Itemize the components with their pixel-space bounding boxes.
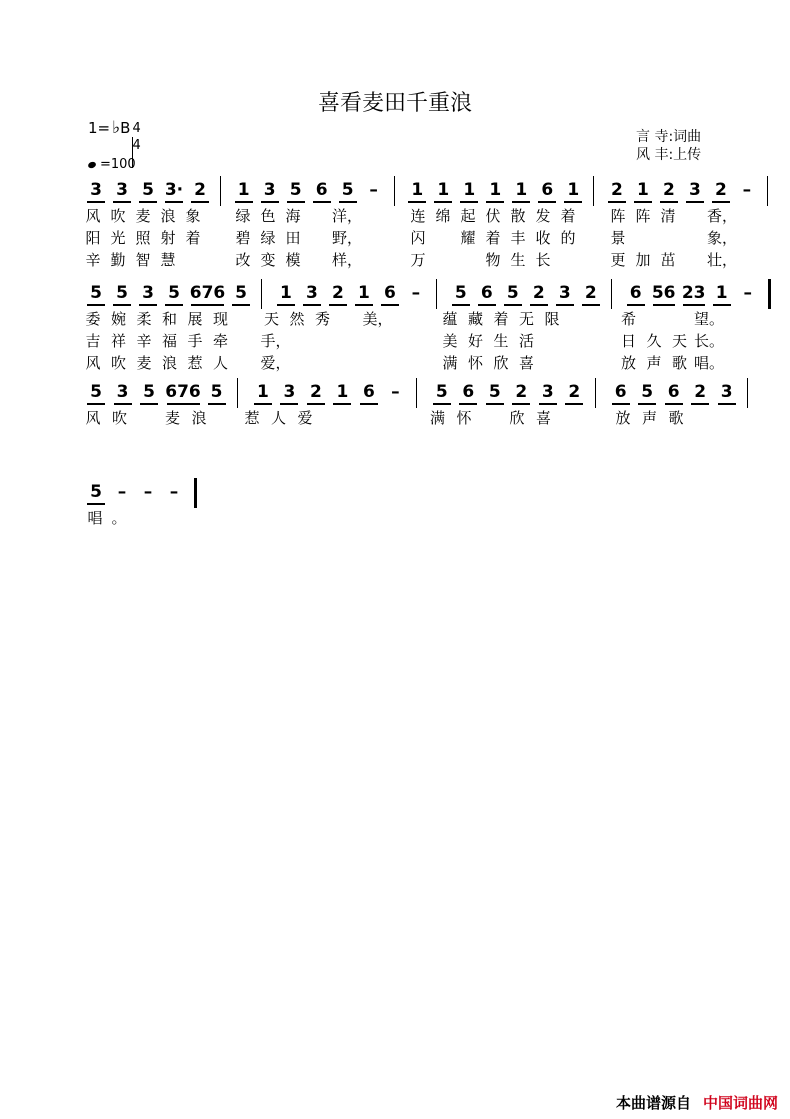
note-0-21: 2	[610, 180, 623, 200]
lyric-1-1-14: 美	[442, 332, 458, 350]
note-2-22: 6	[667, 382, 680, 402]
lyric-1-2-5: 人	[212, 354, 228, 372]
note-2-2: 5	[143, 382, 155, 402]
duration-underline	[140, 403, 158, 405]
tempo-marking	[88, 157, 136, 172]
note-2-14: 6	[462, 382, 475, 402]
lyric-0-1-16: 着	[485, 229, 501, 247]
lyric-1-1-21: 日	[620, 332, 636, 350]
lyric-1-0-24: 望。	[694, 310, 725, 328]
note-3-0: 5	[90, 482, 102, 502]
lyric-0-0-16: 伏	[485, 207, 501, 225]
note-0-23: 2	[662, 180, 675, 200]
note-0-4: 2	[194, 180, 206, 200]
footer	[616, 1092, 778, 1113]
note-1-25: –	[743, 283, 752, 303]
duration-underline	[653, 304, 675, 306]
lyric-1-2-22: 声	[646, 354, 662, 372]
note-0-7: 3	[263, 180, 276, 200]
duration-underline	[87, 503, 105, 505]
note-2-10: 6	[362, 382, 375, 402]
duration-underline	[87, 403, 105, 405]
lyric-1-2-15: 怀	[467, 354, 483, 372]
key-signature	[88, 118, 141, 153]
tempo-value: =100	[100, 157, 136, 172]
lyric-1-0-8: 然	[289, 310, 305, 328]
barline	[611, 279, 612, 309]
note-0-14: 1	[437, 180, 450, 200]
duration-underline	[167, 403, 200, 405]
duration-underline	[254, 403, 272, 405]
note-2-23: 2	[694, 382, 707, 402]
lyric-1-2-16: 欣	[493, 354, 509, 372]
lyric-1-0-9: 秀	[314, 310, 330, 328]
lyric-1-0-2: 柔	[136, 310, 152, 328]
duration-underline	[564, 201, 582, 203]
duration-underline	[87, 201, 105, 203]
lyric-1-0-7: 天	[263, 310, 279, 328]
duration-underline	[307, 403, 325, 405]
duration-underline	[87, 304, 105, 306]
lyric-0-0-14: 绵	[435, 207, 451, 225]
duration-underline	[478, 304, 496, 306]
duration-underline	[408, 201, 426, 203]
lyric-0-0-4: 象	[185, 207, 201, 225]
lyric-1-0-16: 着	[493, 310, 509, 328]
lyric-1-0-17: 无	[518, 310, 534, 328]
lyric-2-0-22: 歌	[668, 409, 684, 427]
lyric-2-0-16: 欣	[509, 409, 525, 427]
lyric-1-2-3: 浪	[161, 354, 177, 372]
lyric-0-2-21: 更	[610, 251, 626, 269]
lyric-0-2-7: 变	[260, 251, 276, 269]
lyric-0-0-3: 浪	[160, 207, 176, 225]
lyric-0-2-0: 辛	[85, 251, 101, 269]
lyric-1-1-1: 祥	[110, 332, 126, 350]
duration-underline	[313, 201, 331, 203]
lyric-2-0-3: 麦	[164, 409, 180, 427]
lyric-3-0-0: 唱	[87, 509, 103, 527]
note-1-17: 2	[532, 283, 545, 303]
note-2-8: 2	[309, 382, 322, 402]
note-0-9: 6	[315, 180, 328, 200]
lyric-1-1-2: 辛	[136, 332, 152, 350]
duration-underline	[582, 304, 600, 306]
lyric-2-0-7: 人	[270, 409, 286, 427]
lyric-0-1-13: 闪	[410, 229, 426, 247]
time-signature	[132, 120, 141, 153]
duration-underline	[627, 304, 645, 306]
flat-sign: ♭	[112, 118, 121, 138]
lyric-0-1-18: 收	[535, 229, 551, 247]
duration-underline	[638, 403, 656, 405]
note-3-2: –	[143, 482, 153, 502]
duration-underline	[434, 201, 452, 203]
song-title: 喜看麦田千重浪	[317, 91, 472, 116]
note-1-22: 56	[651, 283, 676, 303]
note-2-16: 2	[515, 382, 528, 402]
lyric-2-0-8: 爱	[297, 409, 313, 427]
note-0-25: 2	[714, 180, 727, 200]
duration-underline	[512, 403, 530, 405]
lyric-1-0-4: 展	[187, 310, 203, 328]
credit-author: 言 寺:词曲	[636, 129, 702, 145]
note-1-2: 3	[142, 283, 154, 303]
lyric-0-1-4: 着	[185, 229, 201, 247]
lyric-2-0-20: 放	[615, 409, 631, 427]
duration-underline	[303, 304, 321, 306]
lyric-0-1-3: 射	[160, 229, 176, 247]
note-0-17: 1	[515, 180, 528, 200]
note-1-11: 6	[383, 283, 396, 303]
note-0-26: –	[742, 180, 752, 200]
note-2-24: 3	[720, 382, 733, 402]
lyric-0-0-25: 香，	[707, 207, 738, 225]
barline	[436, 279, 437, 309]
lyric-1-2-0: 风	[85, 354, 101, 372]
lyric-2-0-13: 满	[429, 409, 445, 427]
duration-underline	[113, 201, 131, 203]
duration-underline	[329, 304, 347, 306]
note-2-3: 676	[165, 382, 201, 402]
note-1-18: 3	[558, 283, 571, 303]
lyric-0-2-13: 万	[410, 251, 426, 269]
note-1-24: 1	[715, 283, 728, 303]
note-0-24: 3	[688, 180, 701, 200]
lyric-1-0-0: 委	[85, 310, 101, 328]
note-0-15: 1	[463, 180, 476, 200]
lyric-2-0-4: 浪	[191, 409, 207, 427]
lyric-0-0-21: 阵	[610, 207, 626, 225]
final-barline	[768, 279, 771, 309]
duration-underline	[539, 403, 557, 405]
lyric-0-2-3: 慧	[160, 251, 176, 269]
duration-underline	[486, 403, 504, 405]
duration-underline	[686, 201, 704, 203]
lyric-0-0-10: 洋，	[332, 207, 363, 225]
lyric-1-2-14: 满	[442, 354, 458, 372]
note-1-4: 676	[189, 283, 226, 303]
duration-underline	[355, 304, 373, 306]
lyric-0-2-2: 智	[135, 251, 151, 269]
lyric-1-1-7: 手，	[260, 332, 291, 350]
barline	[416, 378, 417, 408]
lyric-1-2-17: 喜	[518, 354, 534, 372]
note-1-16: 5	[506, 283, 519, 303]
duration-underline	[691, 403, 709, 405]
lyric-0-0-0: 风	[85, 207, 101, 225]
lyric-0-2-10: 样，	[332, 251, 363, 269]
lyric-0-2-6: 改	[235, 251, 251, 269]
duration-underline	[139, 201, 157, 203]
note-1-1: 5	[116, 283, 128, 303]
lyric-1-2-2: 麦	[136, 354, 152, 372]
duration-underline	[381, 304, 399, 306]
lyric-0-1-8: 田	[285, 229, 301, 247]
note-1-12: –	[411, 283, 421, 303]
note-0-1: 3	[116, 180, 128, 200]
duration-underline	[191, 304, 224, 306]
barline	[261, 279, 262, 309]
lyric-0-2-25: 壮，	[707, 251, 738, 269]
note-1-21: 6	[629, 283, 642, 303]
note-2-9: 1	[336, 382, 349, 402]
barline	[767, 176, 768, 206]
duration-underline	[235, 201, 253, 203]
duration-underline	[486, 201, 504, 203]
lyric-0-1-25: 象，	[707, 229, 738, 247]
duration-underline	[333, 403, 351, 405]
barline	[593, 176, 594, 206]
duration-underline	[718, 403, 736, 405]
lyric-1-0-1: 婉	[110, 310, 126, 328]
note-3-3: –	[169, 482, 179, 502]
lyric-1-1-5: 牵	[212, 332, 228, 350]
barline	[747, 378, 748, 408]
note-1-10: 1	[357, 283, 370, 303]
note-0-22: 1	[636, 180, 649, 200]
lyric-1-2-1: 吹	[110, 354, 126, 372]
lyric-0-0-8: 海	[285, 207, 301, 225]
duration-underline	[512, 201, 530, 203]
note-0-19: 1	[567, 180, 580, 200]
lyric-2-0-21: 声	[641, 409, 657, 427]
lyric-1-1-3: 福	[161, 332, 177, 350]
lyric-0-1-0: 阳	[85, 229, 101, 247]
note-0-11: –	[369, 180, 378, 200]
lyric-0-2-18: 长	[535, 251, 551, 269]
lyric-0-1-21: 景	[610, 229, 626, 247]
lyric-0-1-7: 绿	[260, 229, 276, 247]
lyric-0-0-13: 连	[410, 207, 426, 225]
duration-underline	[360, 403, 378, 405]
note-2-11: –	[391, 382, 400, 402]
duration-underline	[460, 201, 478, 203]
time-bottom: 4	[132, 137, 133, 168]
duration-underline	[608, 201, 626, 203]
note-2-20: 6	[614, 382, 627, 402]
lyric-0-0-15: 起	[460, 207, 476, 225]
duration-underline	[634, 201, 652, 203]
lyric-0-1-19: 的	[560, 229, 576, 247]
barline	[595, 378, 596, 408]
lyric-2-0-17: 喜	[535, 409, 551, 427]
duration-underline	[530, 304, 548, 306]
lyric-0-0-22: 阵	[635, 207, 651, 225]
note-0-16: 1	[489, 180, 502, 200]
key-prefix: 1=	[88, 119, 111, 137]
duration-underline	[232, 304, 250, 306]
lyric-0-2-23: 茁	[660, 251, 676, 269]
note-2-0: 5	[90, 382, 102, 402]
lyric-1-2-4: 惹	[187, 354, 203, 372]
duration-underline	[433, 403, 451, 405]
duration-underline	[339, 201, 357, 203]
credits	[636, 128, 701, 164]
lyric-0-1-1: 光	[110, 229, 126, 247]
lyric-1-0-21: 希	[620, 310, 636, 328]
note-0-10: 5	[341, 180, 354, 200]
lyric-1-0-14: 蕴	[442, 310, 458, 328]
footer-source: 本曲谱源自	[615, 1094, 691, 1112]
lyric-0-1-6: 碧	[235, 229, 251, 247]
duration-underline	[712, 201, 730, 203]
duration-underline	[280, 403, 298, 405]
note-1-9: 2	[331, 283, 344, 303]
lyric-0-0-7: 色	[260, 207, 276, 225]
lyric-1-0-3: 和	[161, 310, 177, 328]
note-0-13: 1	[411, 180, 424, 200]
note-2-6: 1	[256, 382, 269, 402]
time-top: 4	[132, 120, 141, 136]
note-0-18: 6	[541, 180, 554, 200]
lyric-1-1-4: 手	[187, 332, 203, 350]
key-letter: B	[120, 119, 131, 137]
duration-underline	[261, 201, 279, 203]
lyric-2-0-6: 惹	[244, 409, 260, 427]
note-0-8: 5	[289, 180, 302, 200]
duration-underline	[504, 304, 522, 306]
lyric-1-1-15: 好	[467, 332, 483, 350]
note-0-6: 1	[237, 180, 250, 200]
lyric-0-0-6: 绿	[235, 207, 251, 225]
note-2-13: 5	[435, 382, 448, 402]
lyric-3-0-1: 。	[111, 509, 127, 527]
duration-underline	[612, 403, 630, 405]
lyric-0-0-2: 麦	[135, 207, 151, 225]
final-barline	[194, 478, 197, 508]
note-1-7: 1	[279, 283, 292, 303]
note-1-15: 6	[480, 283, 493, 303]
duration-underline	[114, 403, 132, 405]
duration-underline	[208, 403, 226, 405]
lyric-1-0-15: 藏	[467, 310, 483, 328]
lyric-1-1-24: 长。	[694, 332, 725, 350]
lyric-1-0-5: 现	[212, 310, 228, 328]
note-0-0: 3	[90, 180, 102, 200]
barline	[237, 378, 238, 408]
duration-underline	[191, 201, 209, 203]
lyric-1-1-22: 久	[646, 332, 662, 350]
footer-site-link[interactable]: 中国词曲网	[702, 1094, 778, 1112]
lyric-1-0-11: 美，	[362, 310, 393, 328]
note-1-8: 3	[305, 283, 318, 303]
note-0-2: 5	[142, 180, 154, 200]
lyric-0-2-8: 模	[285, 251, 301, 269]
lyric-1-2-21: 放	[620, 354, 636, 372]
lyric-1-2-24: 唱。	[694, 354, 725, 372]
note-1-14: 5	[454, 283, 467, 303]
lyric-0-1-15: 耀	[460, 229, 476, 247]
duration-underline	[165, 201, 183, 203]
barline	[394, 176, 395, 206]
lyric-0-0-1: 吹	[110, 207, 126, 225]
note-2-15: 5	[488, 382, 501, 402]
lyric-1-0-18: 限	[544, 310, 560, 328]
lyric-0-1-10: 野，	[332, 229, 363, 247]
duration-underline	[287, 201, 305, 203]
duration-underline	[713, 304, 731, 306]
duration-underline	[459, 403, 477, 405]
duration-underline	[277, 304, 295, 306]
duration-underline	[565, 403, 583, 405]
duration-underline	[556, 304, 574, 306]
credit-uploader: 风 丰:上传	[636, 147, 702, 163]
lyric-0-1-17: 丰	[510, 229, 526, 247]
note-1-3: 5	[168, 283, 180, 303]
note-1-19: 2	[584, 283, 597, 303]
lyric-0-2-16: 物	[485, 251, 501, 269]
note-2-7: 3	[283, 382, 296, 402]
duration-underline	[683, 304, 705, 306]
duration-underline	[538, 201, 556, 203]
lyric-0-0-19: 着	[560, 207, 576, 225]
lyric-1-2-7: 爱，	[260, 354, 291, 372]
note-3-1: –	[117, 482, 127, 502]
lyric-0-0-17: 散	[510, 207, 526, 225]
lyric-0-2-22: 加	[635, 251, 651, 269]
duration-underline	[165, 304, 183, 306]
duration-underline	[139, 304, 157, 306]
duration-underline	[452, 304, 470, 306]
lyric-1-1-17: 活	[518, 332, 534, 350]
note-0-3: 3·	[164, 180, 184, 200]
lyric-0-0-18: 发	[535, 207, 551, 225]
note-2-18: 2	[568, 382, 581, 402]
duration-underline	[665, 403, 683, 405]
lyric-2-0-0: 风	[85, 409, 101, 427]
lyric-1-1-0: 吉	[85, 332, 101, 350]
lyric-0-0-23: 清	[660, 207, 676, 225]
duration-underline	[113, 304, 131, 306]
lyric-0-1-2: 照	[135, 229, 151, 247]
note-1-0: 5	[90, 283, 102, 303]
note-2-1: 3	[116, 382, 129, 402]
note-1-5: 5	[235, 283, 247, 303]
barline	[220, 176, 221, 206]
note-2-17: 3	[541, 382, 554, 402]
lyric-0-2-17: 生	[510, 251, 526, 269]
lyric-2-0-14: 怀	[456, 409, 472, 427]
note-1-23: 23	[681, 283, 706, 303]
lyric-1-1-16: 生	[493, 332, 509, 350]
lyric-1-1-23: 天	[671, 332, 687, 350]
lyric-1-2-23: 歌	[671, 354, 687, 372]
lyric-0-2-1: 勤	[110, 251, 126, 269]
note-2-21: 5	[641, 382, 654, 402]
lyric-2-0-1: 吹	[111, 409, 127, 427]
quarter-note-icon	[87, 161, 97, 169]
duration-underline	[660, 201, 678, 203]
note-2-4: 5	[210, 382, 223, 402]
